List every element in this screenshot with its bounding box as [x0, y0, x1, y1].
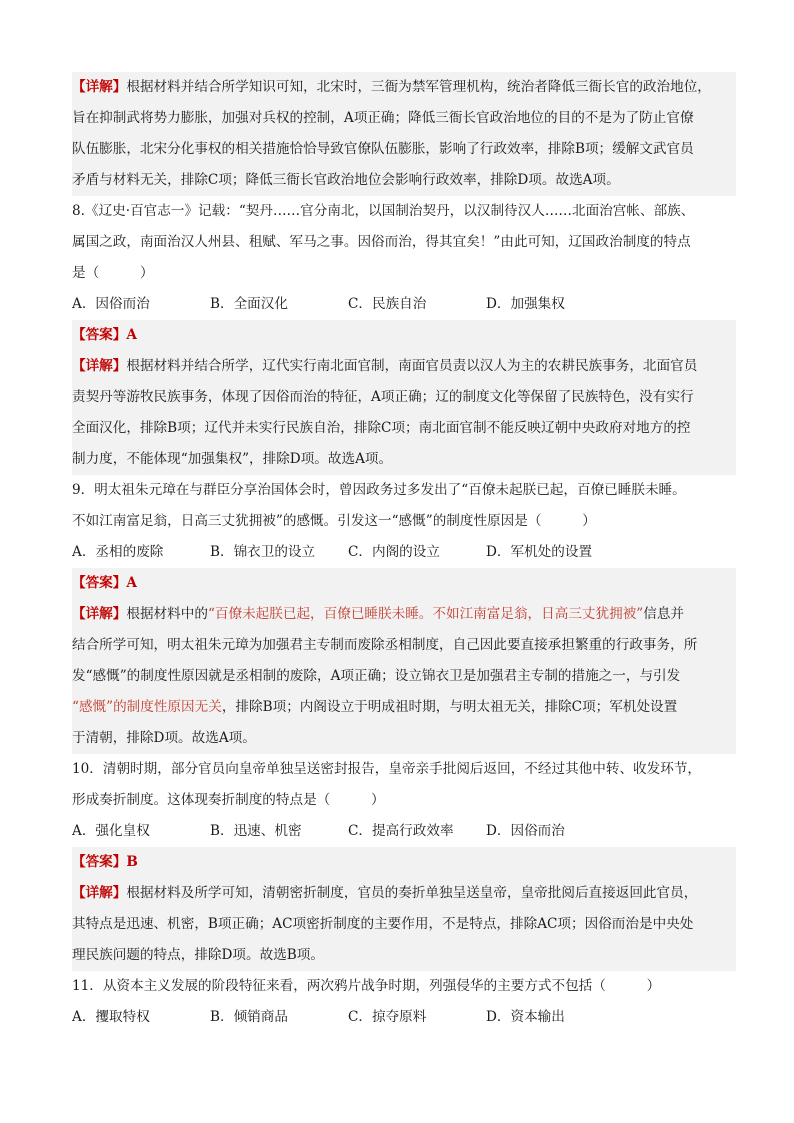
- question-options: [72, 537, 736, 568]
- detail-line: 队伍膨胀，北宋分化事权的相关措施恰恰导致官僚队伍膨胀，影响了行政效率，排除B项；缓解文武官员: [72, 141, 694, 157]
- question-stem-line: 形成奏折制度。这体现奏折制度的特点是（ ）: [72, 792, 385, 808]
- option-d: D．加强集权: [486, 296, 565, 312]
- option-c: C．内阁的设立: [348, 544, 440, 560]
- q9-answer-block: [72, 568, 736, 754]
- option-c: C．掠夺原料: [348, 1009, 427, 1025]
- q10-answer-block: [72, 847, 736, 971]
- option-b: B．锦衣卫的设立: [210, 544, 316, 560]
- detail-line: 矛盾与材料无关，排除C项；降低三衙长官政治地位会影响行政效率，排除D项。故选A项。: [72, 172, 620, 188]
- question-9: [72, 475, 736, 568]
- detail-line: 制力度，不能体现“加强集权”，排除D项。故选A项。: [72, 451, 393, 467]
- detail-line: “感慨”的制度性原因无关，排除B项；内阁设立于明成祖时期，与明太祖无关，排除C项；军机处设置: [72, 699, 678, 715]
- detail-line: 【详解】根据材料中的“百僚未起朕已起，百僚已睡朕未睡。不如江南富足翁，日高三丈犹拥被”信息并: [72, 606, 685, 622]
- detail-line: 【详解】根据材料及所学可知，清朝密折制度，官员的奏折单独呈送皇帝，皇帝批阅后直接返回此官员，: [72, 885, 698, 901]
- question-stem-line: 是（ ）: [72, 265, 154, 281]
- question-options: [72, 816, 736, 847]
- option-b: B．迅速、机密: [210, 823, 302, 839]
- option-a: A．强化皇权: [72, 823, 150, 839]
- option-c: C．提高行政效率: [348, 823, 454, 839]
- question-stem-line: 不如江南富足翁，日高三丈犹拥被”的感慨。引发这一“感慨”的制度性原因是（ ）: [72, 513, 596, 529]
- question-stem-line: 9．明太祖朱元璋在与群臣分享治国体会时，曾因政务过多发出了“百僚未起朕已起，百僚已睡朕未睡。: [72, 482, 686, 498]
- detail-tag: 【详解】: [72, 606, 127, 622]
- answer-value: B: [126, 854, 138, 870]
- option-c: C．民族自治: [348, 296, 427, 312]
- detail-line: 【详解】根据材料并结合所学，辽代实行南北面官制，南面官员责以汉人为主的农耕民族事务，北面官员: [72, 358, 698, 374]
- detail-line: 理民族问题的特点，排除D项。故选B项。: [72, 947, 324, 963]
- question-11: [72, 971, 736, 1033]
- option-a: A．因俗而治: [72, 296, 150, 312]
- detail-line: 发“感慨”的制度性原因就是丞相制的废除，A项正确；设立锦衣卫是加强君主专制的措施之一，与引发: [72, 668, 681, 684]
- quoted-material: “感慨”的制度性原因无关: [72, 699, 222, 715]
- detail-line: 旨在抑制武将势力膨胀，加强对兵权的控制，A项正确；降低三衙长官政治地位的目的不是为了防止官僚: [72, 110, 694, 126]
- quoted-material: “百僚未起朕已起，百僚已睡朕未睡。不如江南富足翁，日高三丈犹拥被”: [207, 606, 644, 622]
- question-stem-line: 属国之政，南面治汉人州县、租赋、军马之事。因俗而治，得其宜矣！”由此可知，辽国政治制度的特点: [72, 234, 691, 250]
- detail-line: 责契丹等游牧民族事务，体现了因俗而治的特征，A项正确；辽的制度文化等保留了民族特色，没有实行: [72, 389, 694, 405]
- detail-line: 于清朝，排除D项。故选A项。: [72, 730, 256, 746]
- option-d: D．资本输出: [486, 1009, 565, 1025]
- option-a: A．丞相的废除: [72, 544, 164, 560]
- answer-line: [72, 847, 736, 878]
- detail-line: 【详解】根据材料并结合所学知识可知，北宋时，三衙为禁军管理机构，统治者降低三衙长官的政治地位，: [72, 79, 711, 95]
- option-a: A．攫取特权: [72, 1009, 150, 1025]
- question-stem-line: 11．从资本主义发展的阶段特征来看，两次鸦片战争时期，列强侵华的主要方式不包括（ ）: [72, 978, 661, 994]
- question-stem-line: 10．清朝时期，部分官员向皇帝单独呈送密封报告，皇帝亲手批阅后返回，不经过其他中转、收发环节，: [72, 761, 702, 777]
- option-d: D．因俗而治: [486, 823, 565, 839]
- question-options: [72, 1002, 736, 1033]
- option-d: D．军机处的设置: [486, 544, 593, 560]
- q7-detail-block: [72, 72, 736, 196]
- detail-tag: 【详解】: [72, 885, 127, 901]
- option-b: B．全面汉化: [210, 296, 288, 312]
- answer-value: A: [126, 575, 137, 591]
- question-10: [72, 754, 736, 847]
- question-8: [72, 196, 736, 320]
- answer-tag: 【答案】: [72, 854, 127, 870]
- question-options: [72, 289, 736, 320]
- answer-tag: 【答案】: [72, 575, 127, 591]
- answer-line: [72, 568, 736, 599]
- q8-answer-block: [72, 320, 736, 475]
- question-stem-line: 8.《辽史·百官志一》记载：“契丹……官分南北，以国制治契丹，以汉制待汉人……北面治宫帐、部族、: [72, 203, 695, 219]
- detail-line: 结合所学可知，明太祖朱元璋为加强君主专制而废除丞相制度，自己因此要直接承担繁重的行政事务，所: [72, 637, 698, 653]
- answer-value: A: [126, 327, 137, 343]
- detail-tag: 【详解】: [72, 358, 127, 374]
- option-b: B．倾销商品: [210, 1009, 288, 1025]
- answer-line: [72, 320, 736, 351]
- detail-line: 全面汉化，排除B项；辽代并未实行民族自治，排除C项；南北面官制不能反映辽朝中央政府对地方的控: [72, 420, 691, 436]
- detail-tag: 【详解】: [72, 79, 127, 95]
- detail-line: 其特点是迅速、机密，B项正确；AC项密折制度的主要作用，不是特点，排除AC项；因俗而治是中央处: [72, 916, 694, 932]
- page: [72, 72, 736, 1033]
- answer-tag: 【答案】: [72, 327, 127, 343]
